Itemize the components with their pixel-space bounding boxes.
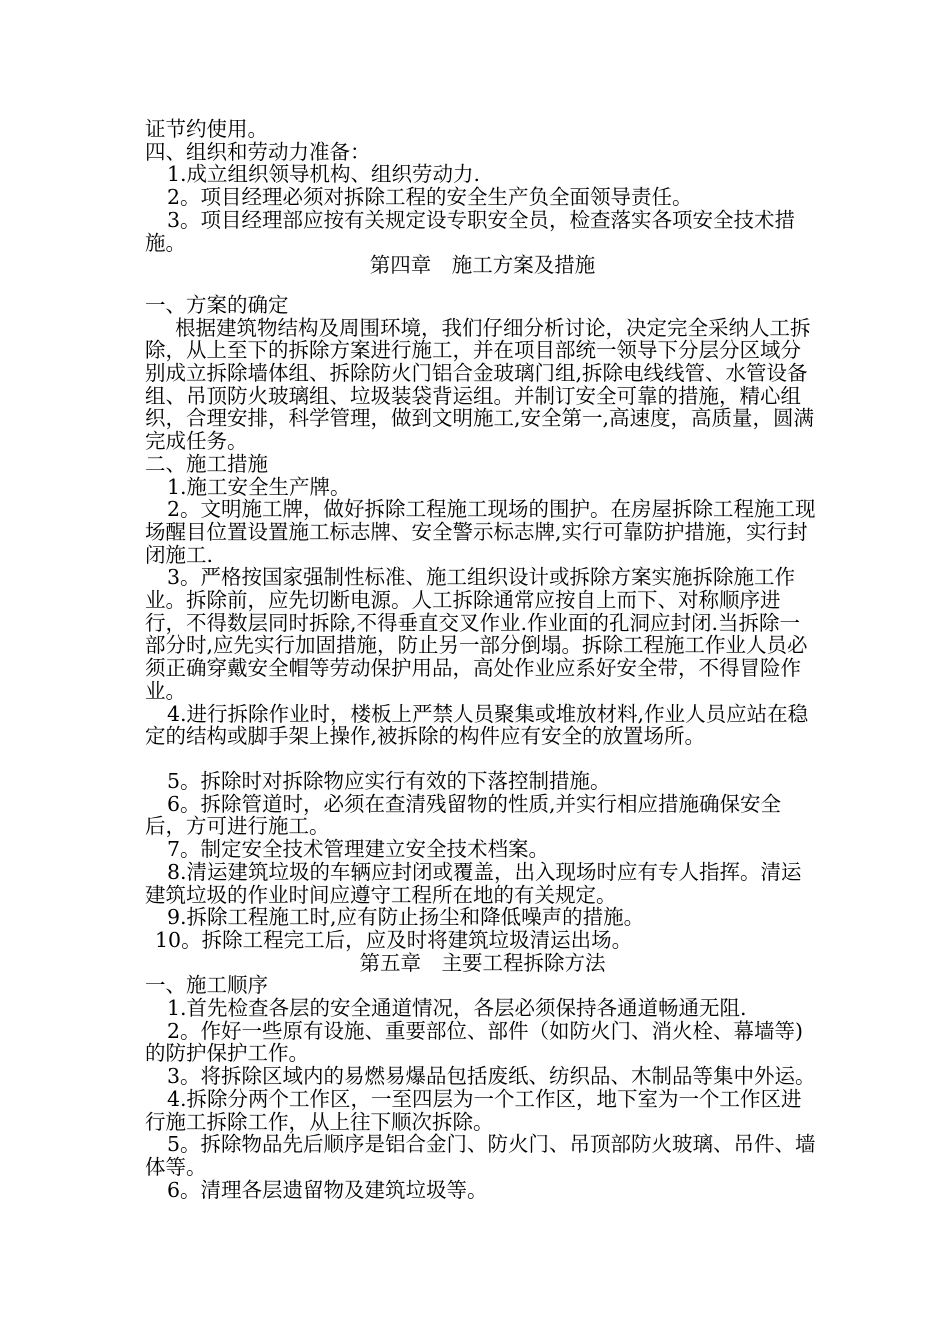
list-item: 5。拆除时对拆除物应实行有效的下落控制措施。 xyxy=(167,768,611,793)
list-item: 4.进行拆除作业时，楼板上严禁人员聚集或堆放材料,作业人员应站在稳定的结构或脚手架上操作,被拆除的构件应有安全的放置场所。 xyxy=(145,701,809,749)
list-item: 6。清理各层遗留物及建筑垃圾等。 xyxy=(167,1177,488,1202)
list-item: 3。将拆除区域内的易燃易爆品包括废纸、纺织品、木制品等集中外运。 xyxy=(167,1064,816,1089)
paragraph-line: 证节约使用。 xyxy=(145,117,268,141)
document-page xyxy=(145,118,820,1201)
list-item: 5。拆除物品先后顺序是铝合金门、防火门、吊顶部防火玻璃、吊件、墙体等。 xyxy=(145,1132,816,1179)
paragraph: 根据建筑物结构及周围环境，我们仔细分析讨论，决定完全采纳人工拆除，从上至下的拆除方案进行施工，并在项目部统一领导下分层分区域分别成立拆除墙体组、拆除防火门铝合金玻璃门组,拆除电线线管、水管设备组、吊顶防火玻璃组、垃圾装袋背运组。并制订安全可靠的措施，精心组织，合理安排，科学管理，做到文明施工,安全第一,高速度，高质量，圆满完成任务。 xyxy=(145,315,815,454)
section-heading: 一、施工顺序 xyxy=(145,973,268,998)
list-item: 2。作好一些原有设施、重要部位、部件（如防火门、消火栓、幕墙等)的防护保护工作。 xyxy=(145,1018,804,1066)
chapter-title: 第四章 施工方案及措施 xyxy=(369,253,596,278)
list-item: 2。文明施工牌，做好拆除工程施工现场的围护。在房屋拆除工程施工现场醒目位置设置施工标志牌、安全警示标志牌,实行可靠防护措施，实行封闭施工. xyxy=(145,497,816,567)
list-item: 10。拆除工程完工后，应及时将建筑垃圾清运出场。 xyxy=(155,927,633,952)
list-item: 1.施工安全生产牌。 xyxy=(167,474,351,499)
list-item: 1.成立组织领导机构、组织劳动力. xyxy=(167,162,481,187)
list-item: 9.拆除工程施工时,应有防止扬尘和降低噪声的措施。 xyxy=(167,905,645,930)
section-heading: 二、施工措施 xyxy=(145,451,268,476)
list-item: 3。严格按国家强制性标准、施工组织设计或拆除方案实施拆除施工作业。拆除前，应先切断电源。人工拆除通常应按自上而下、对称顺序进行，不得数层同时拆除,不得垂直交叉作业.作业面的孔洞应封闭.当拆除一部分时,应先实行加固措施，防止另一部分倒塌。拆除工程施工作业人员必须正确穿戴安全帽等劳动保护用品，高处作业应系好安全带，不得冒险作业。 xyxy=(145,565,808,703)
list-item: 3。项目经理部应按有关规定设专职安全员，检查落实各项安全技术措施。 xyxy=(145,207,796,255)
section-heading: 四、组织和劳动力准备： xyxy=(145,139,371,164)
list-item: 6。拆除管道时，必须在查清残留物的性质,并实行相应措施确保安全后，方可进行施工。 xyxy=(145,791,782,839)
list-item: 2。项目经理必须对拆除工程的安全生产负全面领导责任。 xyxy=(167,185,693,210)
chapter-title: 第五章 主要工程拆除方法 xyxy=(359,950,606,975)
list-item: 1.首先检查各层的安全通道情况，各层必须保持各通道畅通无阻. xyxy=(167,996,747,1021)
list-item: 8.清运建筑垃圾的车辆应封闭或覆盖，出入现场时应有专人指挥。清运建筑垃圾的作业时间应遵守工程所在地的有关规定。 xyxy=(145,859,802,907)
list-item: 7。制定安全技术管理建立安全技术档案。 xyxy=(167,837,550,862)
section-heading: 一、方案的确定 xyxy=(145,292,289,317)
list-item: 4.拆除分两个工作区，一至四层为一个工作区，地下室为一个工作区进行施工拆除工作，从上往下顺次拆除。 xyxy=(145,1086,802,1134)
